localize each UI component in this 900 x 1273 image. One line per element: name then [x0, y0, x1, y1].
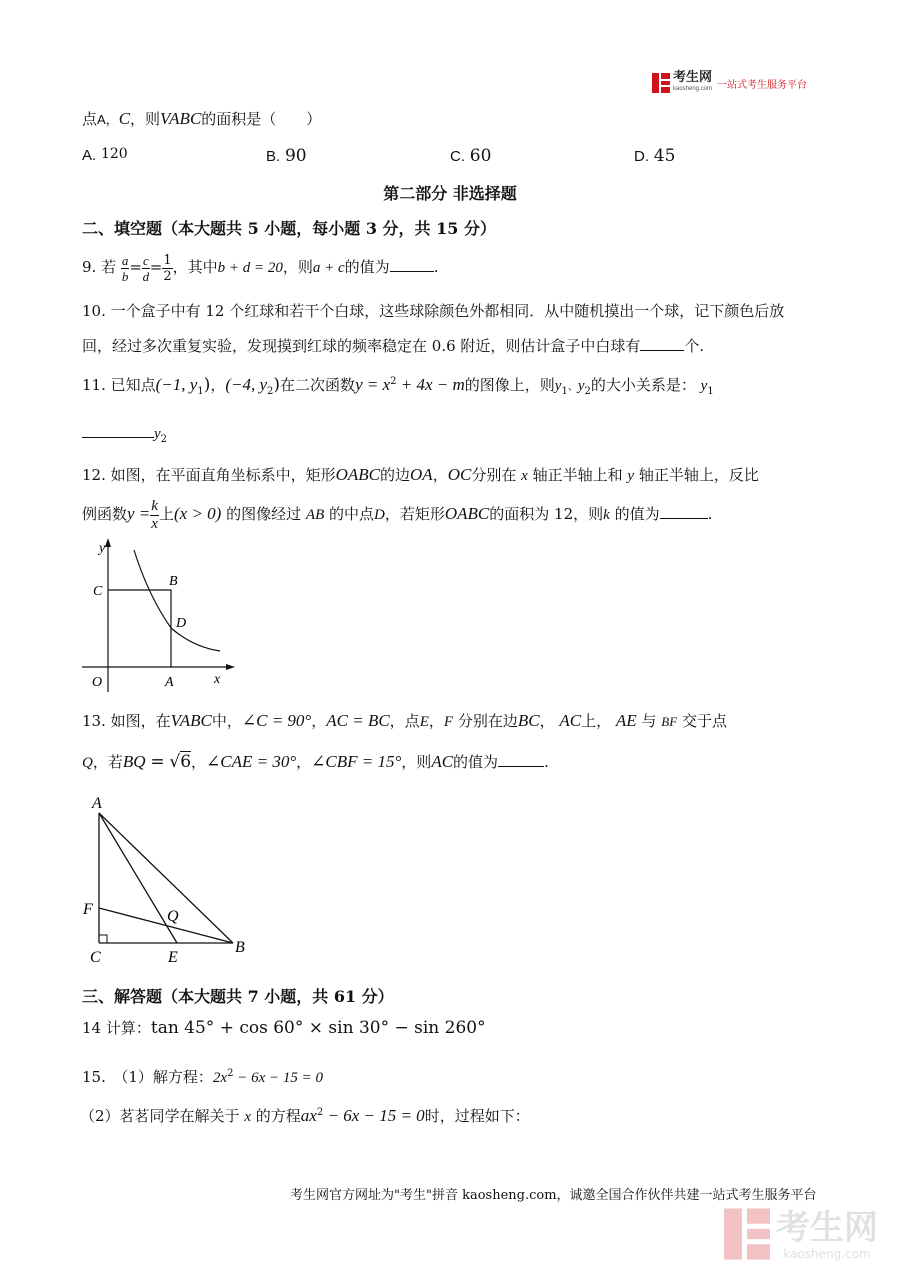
fig12-label-y: y	[99, 541, 106, 556]
section3-title: 三、解答题（本大题共 7 小题，共 61 分）	[82, 987, 394, 1006]
question-15-part1: 15. （1）解方程：$2x^2 - 6x - 15 = 0$	[82, 1068, 323, 1086]
question-9: 9. 若 $\frac{a}{b}$ = $\frac{c}{d}$ = $\frac{1}{2}$ ，其中b + d = 20，则a + c的值为 .	[82, 252, 439, 284]
question-11-line2: $y_2$	[82, 424, 167, 445]
section2-title: 二、填空题（本大题共 5 小题，每小题 3 分，共 15 分）	[82, 219, 496, 238]
watermark	[724, 1207, 878, 1261]
q8-tail-line: 点A，C，则VABC的面积是（ ）	[82, 109, 322, 128]
fig12-label-a: A	[165, 675, 174, 690]
watermark-logo-icon	[724, 1207, 770, 1261]
fig12-x-arrow	[226, 664, 235, 670]
fig13-label-c: C	[90, 949, 101, 966]
q8-option-d: D. 45	[634, 146, 676, 166]
part2-title: 第二部分 非选择题	[383, 184, 517, 203]
q8-option-c: C. 60	[450, 146, 492, 166]
fig12-label-o: O	[92, 675, 103, 690]
header-brand: 考生网 kaosheng.com	[673, 69, 713, 92]
figure-13	[80, 790, 260, 970]
q8-option-a: A. 120	[82, 146, 128, 164]
header-logo	[652, 69, 808, 94]
footer-text: 考生网官方网址为"考生"拼音 kaosheng.com，诚邀全国合作伙伴共建一站式考生服务平台	[290, 1188, 817, 1203]
fig13-label-f: F	[83, 901, 93, 918]
fig13-label-b: B	[235, 939, 245, 956]
fig13-label-a: A	[92, 795, 102, 812]
watermark-sub: kaosheng.com	[783, 1247, 871, 1261]
question-10-line2: 回，经过多次重复实验，发现摸到红球的频率稳定在 0.6 附近，则估计盒子中白球有 个.	[82, 337, 705, 355]
header-slogan: 一站式考生服务平台	[717, 79, 808, 91]
question-13-line2: Q，若BQ = √6，∠CAE = 30°，∠CBF = 15°，则AC的值为 .	[82, 752, 549, 772]
fig12-label-d: D	[176, 616, 187, 631]
question-13-line1: 13. 如图，在VABC中，∠C = 90°，AC = BC，点E，F 分别在边BC， AC上， AE 与 BF 交于点	[82, 711, 727, 730]
fig13-segment-bf	[99, 908, 233, 943]
fig12-rectangle	[108, 590, 171, 667]
q8-option-b: B. 90	[266, 146, 307, 166]
question-12-line1: 12. 如图，在平面直角坐标系中，矩形OABC的边OA，OC分别在 x 轴正半轴上和 y 轴正半轴上，反比	[82, 465, 759, 484]
question-11-line1: 11. 已知点(−1, $y_1$)，(−4, $y_2$)在二次函数$y = x^2 + 4x - m$的图像上，则$y_1$、$y_2$的大小关系是： $y_1$	[82, 375, 714, 397]
fig13-right-angle-mark	[99, 935, 107, 943]
fig12-label-x: x	[214, 672, 221, 687]
fig12-y-arrow	[105, 538, 111, 547]
watermark-brand: 考生网	[776, 1208, 878, 1248]
question-14: 14 计算：tan 45° + cos 60° × sin 30° − sin 260°	[82, 1018, 486, 1038]
fig13-label-q: Q	[167, 908, 179, 925]
question-15-part2: （2）茗茗同学在解关于 x 的方程$ax^2 - 6x - 15 = 0$时，过程如下：	[80, 1106, 530, 1125]
fig13-label-e: E	[168, 949, 178, 966]
question-12-line2: 例函数y = $\frac{k}{x}$ 上(x > 0) 的图像经过 AB 的中点D，若矩形OABC的面积为 12，则k 的值为 .	[82, 497, 713, 532]
fig12-label-b: B	[169, 574, 178, 589]
fig12-label-c: C	[93, 584, 103, 599]
figure-12	[78, 535, 238, 695]
kaosheng-logo-icon	[652, 73, 670, 93]
fig12-hyperbola	[134, 550, 220, 651]
question-10-line1: 10. 一个盒子中有 12 个红球和若干个白球，这些球除颜色外都相同．从中随机摸出一个球，记下颜色后放	[82, 302, 785, 320]
